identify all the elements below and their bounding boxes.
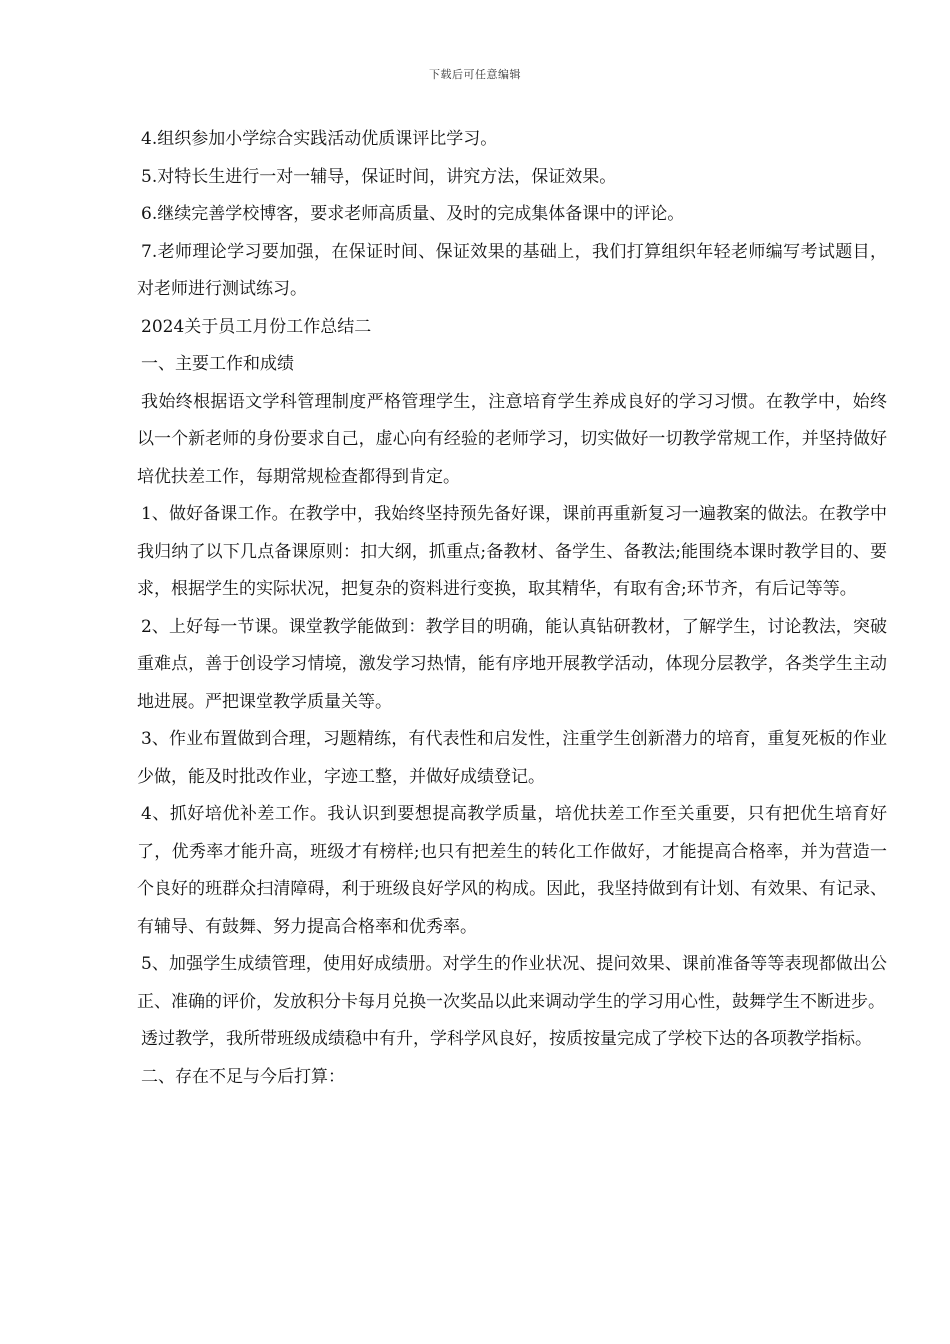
list-item-7: 7.老师理论学习要加强，在保证时间、保证效果的基础上，我们打算组织年轻老师编写考试题目，对老师进行测试练习。 — [137, 241, 887, 299]
section-title: 2024关于员工月份工作总结二 — [141, 316, 372, 337]
point-3-paragraph: 3、作业布置做到合理，习题精练，有代表性和启发性，注重学生创新潜力的培育，重复死板的作业少做，能及时批改作业，字迹工整，并做好成绩登记。 — [137, 729, 887, 787]
point-4-paragraph: 4、抓好培优补差工作。我认识到要想提高教学质量，培优扶差工作至关重要，只有把优生培育好了，优秀率才能升高，班级才有榜样;也只有把差生的转化工作做好，才能提高合格率，并为营造一个良好的班群众扫清障碍，利于班级良好学风的构成。因此，我坚持做到有计划、有效果、有记录、有辅导、有鼓舞、努力提高合格率和优秀率。 — [137, 804, 887, 937]
section-heading-1: 一、主要工作和成绩 — [141, 354, 294, 374]
page-header: 下载后可任意编辑 — [429, 68, 521, 81]
list-item-4: 4.组织参加小学综合实践活动优质课评比学习。 — [141, 129, 498, 149]
point-1-paragraph: 1、做好备课工作。在教学中，我始终坚持预先备好课，课前再重新复习一遍教案的做法。在教学中我归纳了以下几点备课原则：扣大纲，抓重点;备教材、备学生、备教法;能围绕本课时教学目的、要求，根据学生的实际状况，把复杂的资料进行变换，取其精华，有取有舍;环节齐，有后记等等。 — [137, 504, 887, 599]
point-2-paragraph: 2、上好每一节课。课堂教学能做到：教学目的明确，能认真钻研教材，了解学生，讨论教法，突破重难点，善于创设学习情境，激发学习热情，能有序地开展教学活动，体现分层教学，各类学生主动地进展。严把课堂教学质量关等。 — [137, 616, 887, 712]
list-item-6: 6.继续完善学校博客，要求老师高质量、及时的完成集体备课中的评论。 — [141, 204, 685, 224]
point-5-paragraph: 5、加强学生成绩管理，使用好成绩册。对学生的作业状况、提问效果、课前准备等等表现都做出公正、准确的评价，发放积分卡每月兑换一次奖品以此来调动学生的学习用心性，鼓舞学生不断进步。 — [137, 954, 887, 1012]
section-heading-2: 二、存在不足与今后打算： — [141, 1066, 345, 1087]
intro-paragraph: 我始终根据语文学科管理制度严格管理学生，注意培育学生养成良好的学习习惯。在教学中，始终以一个新老师的身份要求自己，虚心向有经验的老师学习，切实做好一切教学常规工作，并坚持做好培优扶差工作，每期常规检查都得到肯定。 — [137, 391, 887, 487]
document-body — [137, 121, 887, 1096]
list-item-5: 5.对特长生进行一对一辅导，保证时间，讲究方法，保证效果。 — [141, 166, 617, 187]
results-paragraph: 透过教学，我所带班级成绩稳中有升，学科学风良好，按质按量完成了学校下达的各项教学指标。 — [141, 1029, 872, 1049]
